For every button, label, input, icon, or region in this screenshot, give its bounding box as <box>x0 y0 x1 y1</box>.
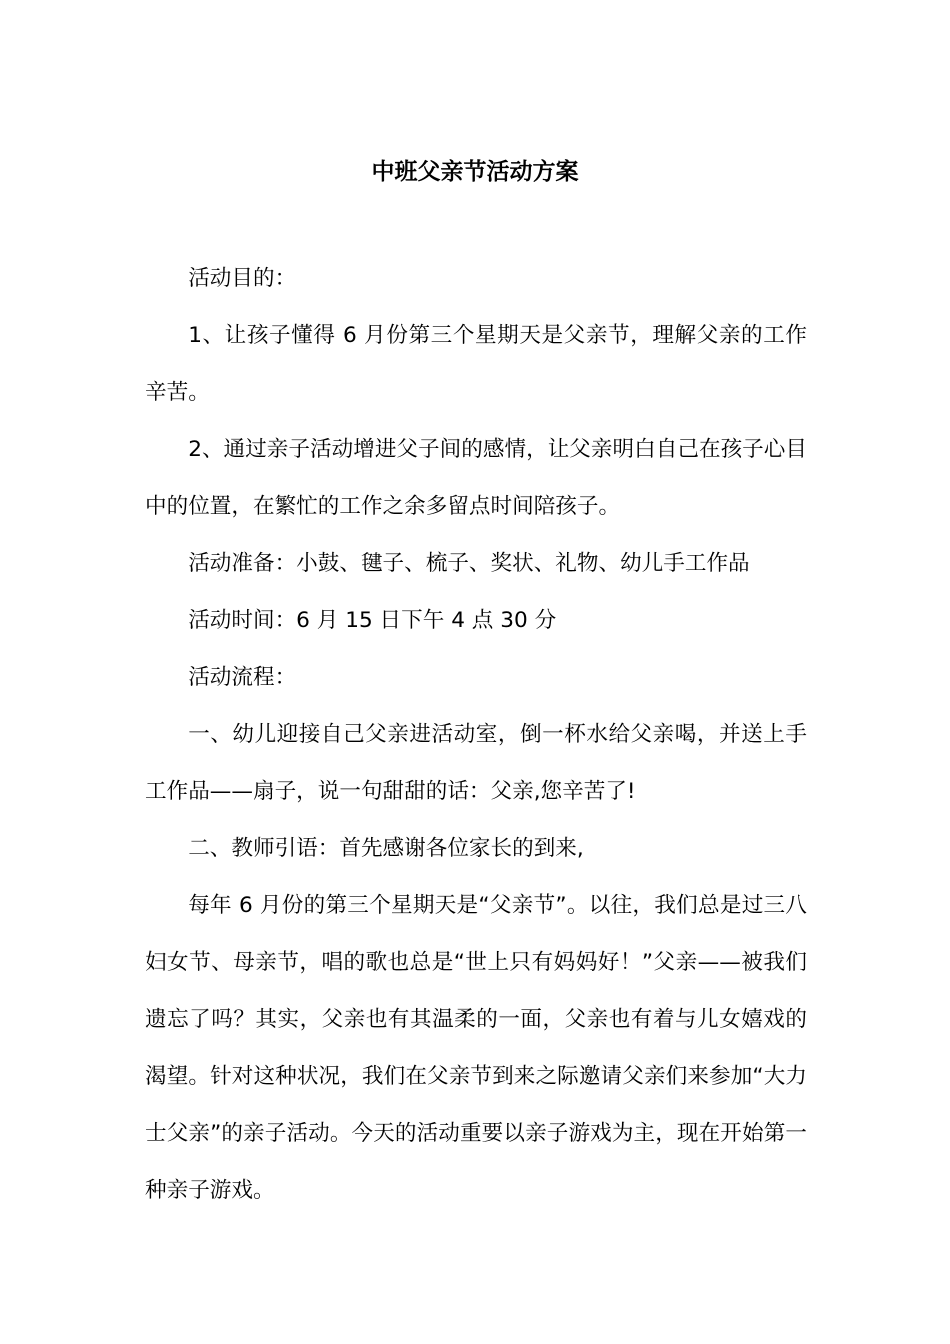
paragraph-time: 活动时间：6 月 15 日下午 4 点 30 分 <box>188 608 557 633</box>
paragraph-process-step-1: 一、幼儿迎接自己父亲进活动室，倒一杯水给父亲喝，并送上手工作品——扇子，说一句甜甜的话：父亲,您辛苦了! <box>145 722 807 804</box>
paragraph-teacher-speech: 每年 6 月份的第三个星期天是“父亲节”。以往，我们总是过三八妇女节、母亲节，唱的歌也总是“世上只有妈妈好！”父亲——被我们遗忘了吗？其实，父亲也有其温柔的一面，父亲也有着与儿女嬉戏的渴望。针对这种状况，我们在父亲节到来之际邀请父亲们来参加“大力士父亲”的亲子活动。今天的活动重要以亲子游戏为主，现在开始第一种亲子游戏。 <box>145 893 807 1203</box>
document-title: 中班父亲节活动方案 <box>371 159 579 185</box>
paragraph-goal-1: 1、让孩子懂得 6 月份第三个星期天是父亲节，理解父亲的工作辛苦。 <box>145 323 807 405</box>
paragraph-process-step-2: 二、教师引语：首先感谢各位家长的到来, <box>188 836 584 861</box>
document-body <box>145 250 807 1219</box>
paragraph-goal-heading: 活动目的： <box>188 266 297 291</box>
paragraph-preparation: 活动准备：小鼓、毽子、梳子、奖状、礼物、幼儿手工作品 <box>188 551 750 576</box>
paragraph-process-heading: 活动流程： <box>188 665 297 690</box>
paragraph-goal-2: 2、通过亲子活动增进父子间的感情，让父亲明白自己在孩子心目中的位置，在繁忙的工作之余多留点时间陪孩子。 <box>145 437 807 519</box>
